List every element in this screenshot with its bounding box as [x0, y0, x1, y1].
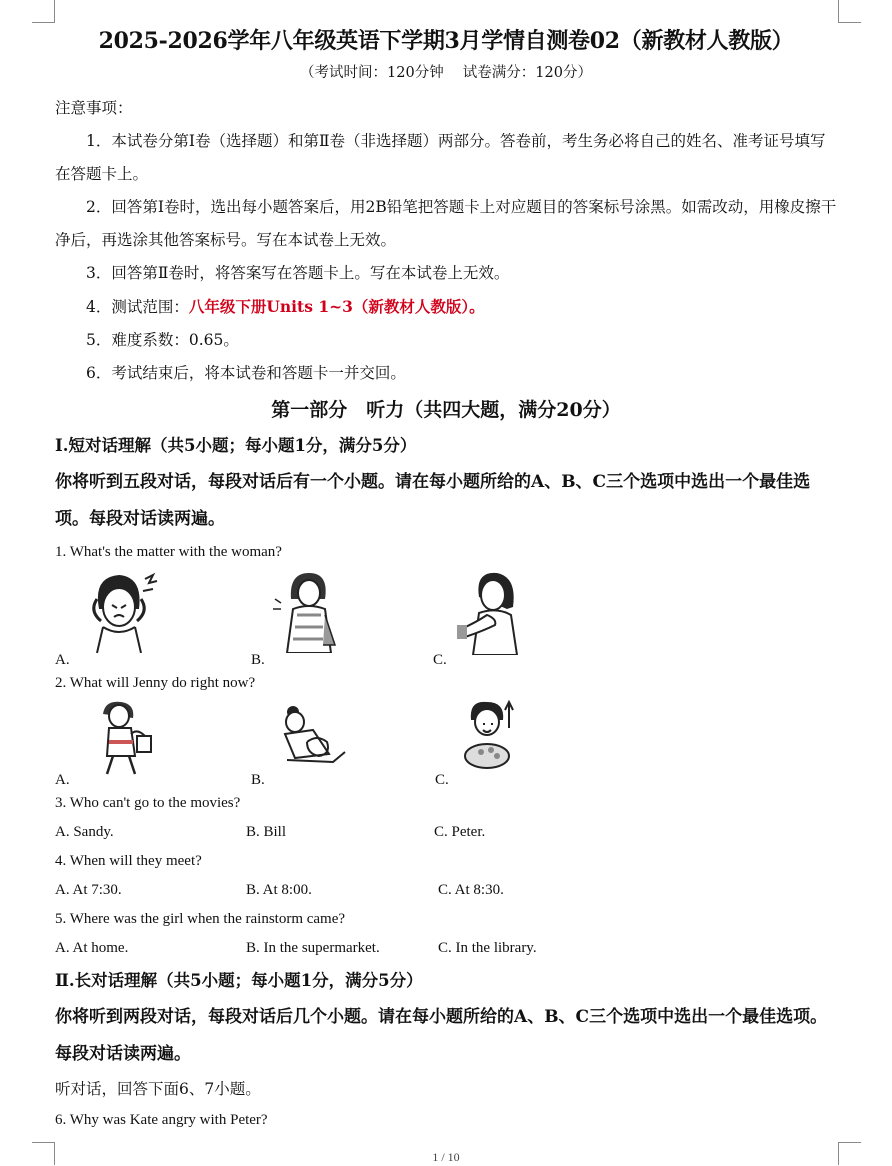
note-3: 3．回答第Ⅱ卷时，将答案写在答题卡上。写在本试卷上无效。 — [86, 264, 510, 282]
part-1-heading: Ⅰ.短对话理解（共5小题；每小题1分，满分5分） — [55, 436, 417, 455]
crop-mark-top-left — [32, 0, 55, 23]
note-6: 6．考试结束后，将本试卷和答题卡一并交回。 — [86, 364, 406, 382]
exam-subtitle: （考试时间：120分钟 试卷满分：120分） — [300, 65, 592, 81]
notes-heading: 注意事项： — [55, 99, 133, 117]
q3-option-a: A. Sandy. — [55, 824, 114, 840]
question-1-pictures — [55, 567, 837, 669]
q1-option-b-label: B. — [251, 652, 265, 668]
q1-option-a-label: A. — [55, 652, 70, 668]
note-4 — [55, 290, 837, 324]
question-4: 4. When will they meet? — [55, 853, 202, 869]
q1-option-b-image — [269, 569, 345, 653]
q2-option-b-image — [273, 702, 353, 774]
q5-option-b: B. In the supermarket. — [246, 940, 380, 956]
question-5: 5. Where was the girl when the rainstorm came? — [55, 911, 346, 927]
note-5: 5．难度系数：0.65。 — [86, 331, 239, 349]
q2-option-a-label: A. — [55, 772, 70, 788]
question-4-options — [55, 876, 837, 905]
section-1-title: 第一部分 听力（共四大题，满分20分） — [271, 399, 621, 421]
q1-option-a-image — [79, 569, 159, 653]
exam-title: 2025-2026学年八年级英语下学期3月学情自测卷02（新教材人教版） — [98, 28, 794, 54]
page-number: 1 / 10 — [432, 1150, 460, 1164]
q5-option-c: C. In the library. — [438, 940, 537, 956]
part-2-heading: Ⅱ.长对话理解（共5小题；每小题1分，满分5分） — [55, 971, 423, 990]
q2-option-b-label: B. — [251, 772, 265, 788]
question-6: 6. Why was Kate angry with Peter? — [55, 1112, 268, 1128]
part-2-lead: 听对话，回答下面6、7小题。 — [55, 1080, 261, 1098]
q3-option-c: C. Peter. — [434, 824, 486, 840]
part-1-instruction: 你将听到五段对话，每段对话后有一个小题。请在每小题所给的A、B、C三个选项中选出一个最佳选项。每段对话读两遍。 — [55, 472, 811, 529]
q2-option-a-image — [89, 698, 159, 778]
q4-option-c: C. At 8:30. — [438, 882, 504, 898]
q4-option-b: B. At 8:00. — [246, 882, 312, 898]
q3-option-b: B. Bill — [246, 824, 287, 840]
part-2-instruction: 你将听到两段对话，每段对话后几个小题。请在每小题所给的A、B、C三个选项中选出一个最佳选项。每段对话读两遍。 — [55, 1007, 828, 1064]
q5-option-a: A. At home. — [55, 940, 129, 956]
note-4-scope: 八年级下册Units 1~3（新教材人教版）。 — [188, 297, 485, 316]
question-3: 3. Who can't go to the movies? — [55, 795, 241, 811]
note-1: 1．本试卷分第Ⅰ卷（选择题）和第Ⅱ卷（非选择题）两部分。答卷前，考生务必将自己的姓名、准考证号填写在答题卡上。 — [55, 132, 826, 183]
note-2: 2．回答第Ⅰ卷时，选出每小题答案后，用2B铅笔把答题卡上对应题目的答案标号涂黑。如需改动，用橡皮擦干净后，再选涂其他答案标号。写在本试卷上无效。 — [55, 198, 837, 249]
question-3-options — [55, 818, 837, 847]
question-5-options — [55, 934, 837, 963]
q1-option-c-image — [453, 567, 525, 655]
q1-option-c-label: C. — [433, 652, 447, 668]
q2-option-c-label: C. — [435, 772, 449, 788]
note-4-label: 4．测试范围： — [86, 298, 189, 316]
q2-option-c-image — [457, 698, 523, 778]
crop-mark-top-right — [838, 0, 861, 23]
q4-option-a: A. At 7:30. — [55, 882, 122, 898]
question-2: 2. What will Jenny do right now? — [55, 675, 256, 691]
question-1: 1. What's the matter with the woman? — [55, 544, 282, 560]
exam-page — [55, 22, 837, 1135]
question-2-pictures — [55, 698, 837, 789]
